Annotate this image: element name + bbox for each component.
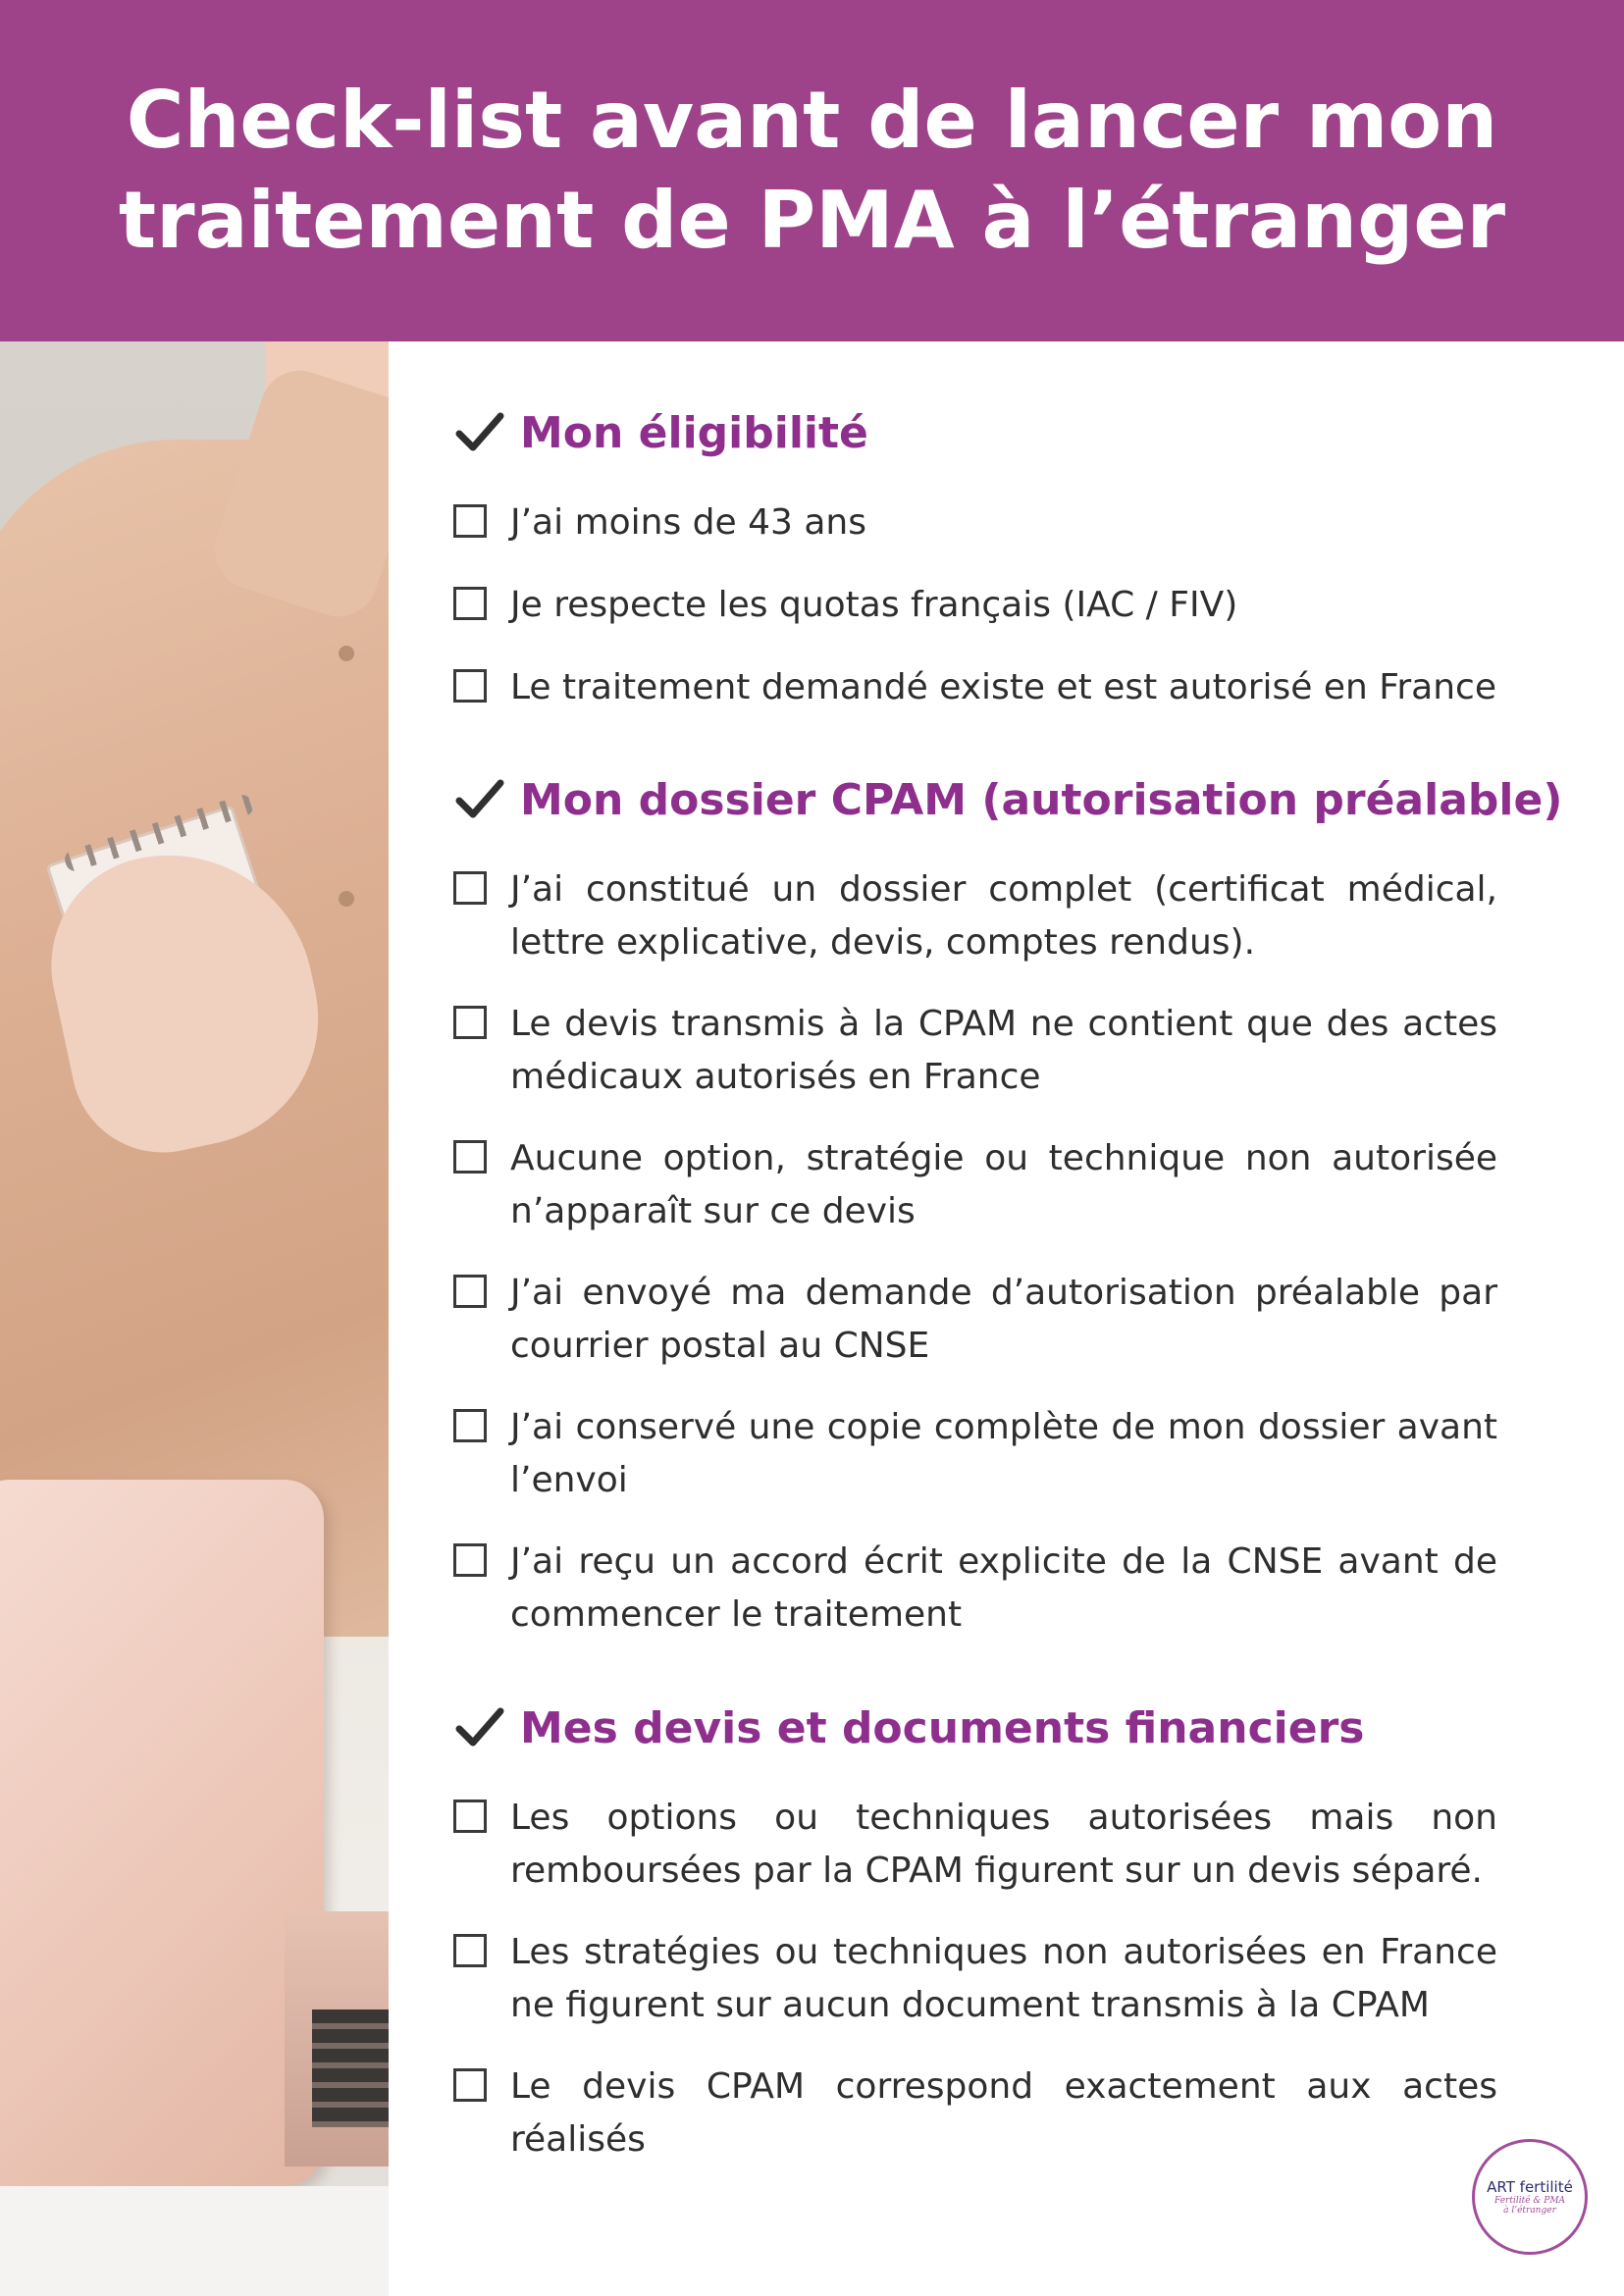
checkbox[interactable]: [453, 504, 487, 538]
laptop-image: [0, 1480, 324, 2186]
checklist-item[interactable]: J’ai envoyé ma demande d’autorisation préalable par courrier postal au CNSE: [453, 1267, 1497, 1373]
section-title-finance: Mes devis et documents financiers: [453, 1701, 1364, 1754]
checkbox[interactable]: [453, 1800, 487, 1833]
checklist-item[interactable]: J’ai reçu un accord écrit explicite de la CNSE avant de commencer le traitement: [453, 1536, 1497, 1642]
checklist-item[interactable]: Le devis CPAM correspond exactement aux actes réalisés: [453, 2061, 1497, 2166]
checkbox[interactable]: [453, 1140, 487, 1174]
checkbox[interactable]: [453, 1543, 487, 1577]
checkbox[interactable]: [453, 669, 487, 703]
section-title-cpam: Mon dossier CPAM (autorisation préalable): [453, 773, 1562, 826]
checklist-item[interactable]: J’ai constitué un dossier complet (certificat médical, lettre explicative, devis, comptes rendus).: [453, 863, 1497, 969]
checkbox[interactable]: [453, 1934, 487, 1967]
check-icon: [453, 773, 506, 826]
page-title-line-1: Check-list avant de lancer mon: [126, 75, 1498, 166]
check-icon: [453, 406, 506, 459]
checklist-item[interactable]: J’ai moins de 43 ans: [453, 496, 1497, 549]
checkbox[interactable]: [453, 871, 487, 905]
section-title-eligibility: Mon éligibilité: [453, 406, 868, 459]
art-fertilite-logo: ART fertilité Fertilité & PMA à l’étranger: [1472, 2139, 1588, 2255]
checklist-item[interactable]: Le devis transmis à la CPAM ne contient que des actes médicaux autorisés en France: [453, 998, 1497, 1104]
decorative-photo: [0, 341, 389, 2296]
checklist-item[interactable]: Le traitement demandé existe et est autorisé en France: [453, 661, 1497, 714]
page-title: [119, 71, 1505, 271]
checkbox[interactable]: [453, 2068, 487, 2102]
checklist-item[interactable]: J’ai conservé une copie complète de mon dossier avant l’envoi: [453, 1401, 1497, 1507]
checkbox[interactable]: [453, 1006, 487, 1039]
checkbox[interactable]: [453, 1409, 487, 1442]
page-title-line-2: traitement de PMA à l’étranger: [118, 175, 1506, 266]
checklist-item[interactable]: Aucune option, stratégie ou technique non autorisée n’apparaît sur ce devis: [453, 1132, 1497, 1238]
checkbox[interactable]: [453, 1275, 487, 1308]
checklist-item[interactable]: Je respecte les quotas français (IAC / FIV): [453, 579, 1497, 632]
checklist-item[interactable]: Les stratégies ou techniques non autorisées en France ne figurent sur aucun document transmis à la CPAM: [453, 1926, 1497, 2032]
checklist-item[interactable]: Les options ou techniques autorisées mais non remboursées par la CPAM figurent sur un devis séparé.: [453, 1792, 1497, 1898]
check-icon: [453, 1701, 506, 1754]
checkbox[interactable]: [453, 587, 487, 620]
page-header: [0, 0, 1624, 341]
